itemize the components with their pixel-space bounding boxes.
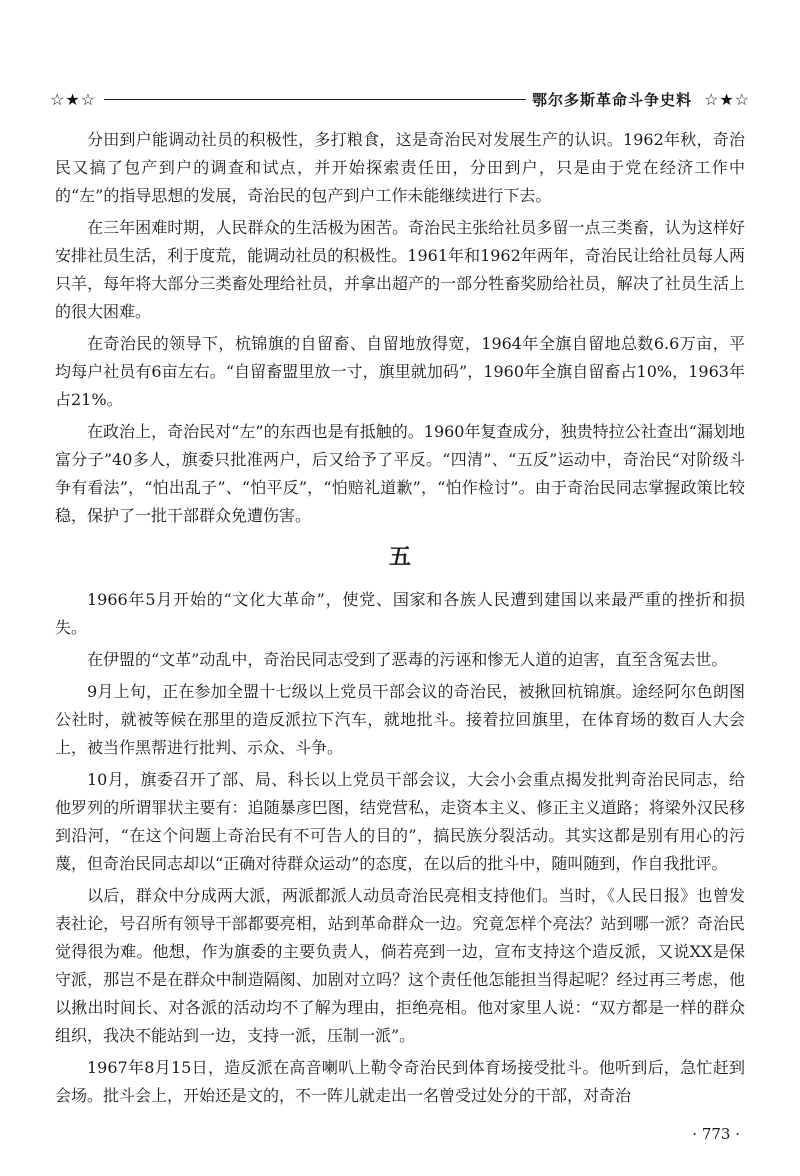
paragraph: 1966年5月开始的“文化大革命”，使党、国家和各族人民遭到建国以来最严重的挫折和损失。 [55, 590, 745, 637]
paragraph: 在三年困难时期，人民群众的生活极为困苦。奇治民主张给社员多留一点三类畜，认为这样好安排社员生活，利于度荒，能调动社员的积极性。1961年和1962年两年，奇治民让给社员每人两只羊，每年将大部分三类畜处理给社员，并拿出超产的一部分牲畜奖励给社员，解决了社员生活上的很大困难。 [55, 218, 745, 321]
paragraph: 10月，旗委召开了部、局、科长以上党员干部会议，大会小会重点揭发批判奇治民同志，给他罗列的所谓罪状主要有：追随暴彦巴图，结党营私，走资本主义、修正主义道路；将梁外汉民移到沿河，“在这个问题上奇治民有不可告人的目的”，搞民族分裂活动。其实这都是别有用心的污蔑，但奇治民同志却以“正确对待群众运动”的态度，在以后的批斗中，随叫随到，作自我批评。 [55, 770, 745, 873]
running-header [50, 88, 750, 110]
page-body [55, 126, 745, 1110]
paragraph: 在政治上，奇治民对“左”的东西也是有抵触的。1960年复查成分，独贵特拉公社查出“漏划地富分子”40多人，旗委只批准两户，后又给予了平反。“四清”、“五反”运动中，奇治民“对阶级斗争有看法”，“怕出乱子”、“怕平反”，“怕赔礼道歉”，“怕作检讨”。由于奇治民同志掌握政策比较稳，保护了一批干部群众免遭伤害。 [55, 422, 745, 525]
header-title: 鄂尔多斯革命斗争史料 [531, 90, 692, 109]
header-rule [104, 99, 526, 100]
header-stars-left: ☆★☆ [50, 89, 97, 109]
paragraph: 在奇治民的领导下，杭锦旗的自留畜、自留地放得宽，1964年全旗自留地总数6.6万亩，平均每户社员有6亩左右。“自留畜盟里放一寸，旗里就加码”，1960年全旗自留畜占10%，1963年占21%。 [55, 334, 745, 409]
paragraph: 9月上旬，正在参加全盟十七级以上党员干部会议的奇治民，被揪回杭锦旗。途经阿尔色朗图公社时，就被等候在那里的造反派拉下汽车，就地批斗。接着拉回旗里，在体育场的数百人大会上，被当作黑帮进行批判、示众、斗争。 [55, 682, 745, 757]
paragraph: 分田到户能调动社员的积极性，多打粮食，这是奇治民对发展生产的认识。1962年秋，奇治民又搞了包产到户的调查和试点，并开始探索责任田，分田到户，只是由于党在经济工作中的“左”的指导思想的发展，奇治民的包产到户工作未能继续进行下去。 [55, 130, 745, 205]
paragraph: 以后，群众中分成两大派，两派都派人动员奇治民亮相支持他们。当时，《人民日报》也曾发表社论，号召所有领导干部都要亮相，站到革命群众一边。究竟怎样个亮法？站到哪一派？奇治民觉得很为难。他想，作为旗委的主要负责人，倘若亮到一边，宣布支持这个造反派，又说XX是保守派，那岂不是在群众中制造隔阂、加剧对立吗？这个责任他怎能担当得起呢？经过再三考虑，他以揪出时间长、对各派的活动均不了解为理由，拒绝亮相。他对家里人说：“双方都是一样的群众组织，我决不能站到一边，支持一派，压制一派”。 [55, 886, 745, 1045]
header-stars-right: ☆★☆ [703, 89, 750, 109]
paragraph: 1967年8月15日，造反派在高音喇叭上勒令奇治民到体育场接受批斗。他听到后，急忙赶到会场。批斗会上，开始还是文的，不一阵儿就走出一名曾受过处分的干部，对奇治 [55, 1058, 745, 1105]
page-number: · 773 · [692, 1125, 740, 1143]
paragraph: 在伊盟的“文革”动乱中，奇治民同志受到了恶毒的污诬和惨无人道的迫害，直至含冤去世。 [87, 650, 728, 669]
section-heading: 五 [388, 544, 411, 570]
